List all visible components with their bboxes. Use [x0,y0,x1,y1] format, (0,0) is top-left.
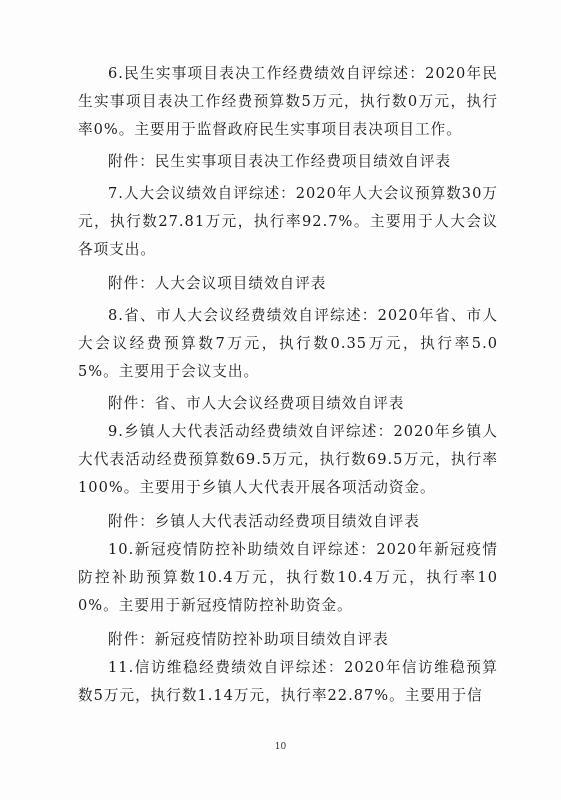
attachment-item-7: 附件：人大会议项目绩效自评表 [108,275,327,292]
attachment-item-8: 附件：省、市人大会议经费项目绩效自评表 [108,395,405,412]
attachment-item-6: 附件：民生实事项目表决工作经费项目绩效自评表 [108,153,452,170]
attachment-item-10: 附件：新冠疫情防控补助项目绩效自评表 [108,631,389,648]
paragraph-item-6: 6.民生实事项目表决工作经费绩效自评综述：2020年民生实事项目表决工作经费预算数5万元，执行数0万元，执行率0%。主要用于监督政府民生实事项目表决项目工作。 [78,65,498,138]
paragraph-item-11: 11.信访维稳经费绩效自评综述：2020年信访维稳预算数5万元，执行数1.14万元，执行率22.87%。主要用于信 [78,659,498,704]
document-body [78,60,498,710]
page-number: 10 [274,742,287,752]
paragraph-item-9: 9.乡镇人大代表活动经费绩效自评综述：2020年乡镇人大代表活动经费预算数69.5万元，执行数69.5万元，执行率100%。主要用于乡镇人大代表开展各项活动资金。 [78,423,498,496]
paragraph-item-7: 7.人大会议绩效自评综述：2020年人大会议预算数30万元，执行数27.81万元，执行率92.7%。主要用于人大会议各项支出。 [78,185,498,258]
paragraph-item-8: 8.省、市人大会议经费绩效自评综述：2020年省、市人大会议经费预算数7万元，执行数0.35万元，执行率5.05%。主要用于会议支出。 [78,307,498,380]
attachment-item-9: 附件：乡镇人大代表活动经费项目绩效自评表 [108,513,420,530]
paragraph-item-10: 10.新冠疫情防控补助绩效自评综述：2020年新冠疫情防控补助预算数10.4万元，执行数10.4万元，执行率100%。主要用于新冠疫情防控补助资金。 [78,541,498,614]
